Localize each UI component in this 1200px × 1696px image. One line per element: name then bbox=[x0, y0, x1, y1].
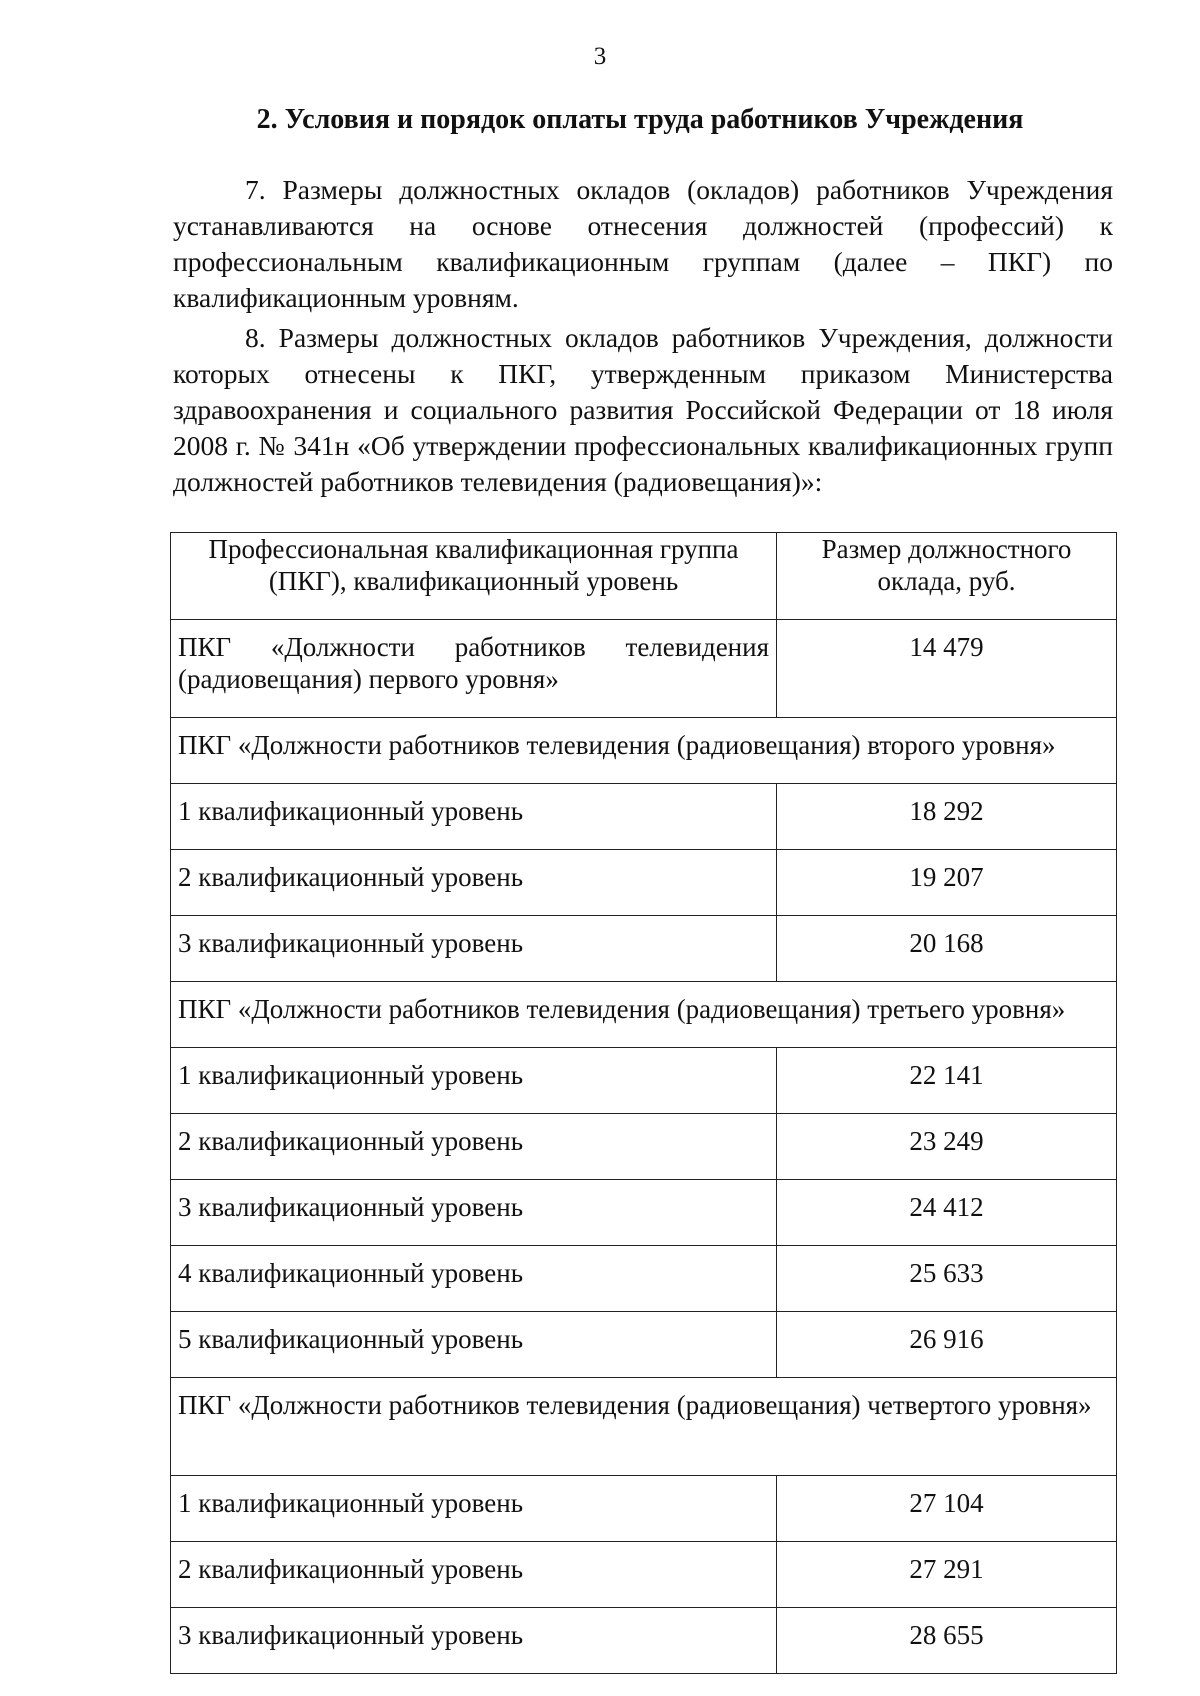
level-label: 2 квалификационный уровень bbox=[171, 1542, 777, 1608]
column-header-group-level: Профессиональная квалификационная группа (ПКГ), квалификационный уровень bbox=[171, 533, 777, 620]
salary-table bbox=[170, 532, 1117, 1674]
table-row bbox=[171, 850, 1117, 916]
level-label: 2 квалификационный уровень bbox=[171, 1114, 777, 1180]
salary-amount: 22 141 bbox=[777, 1048, 1117, 1114]
salary-amount: 23 249 bbox=[777, 1114, 1117, 1180]
level-label: 2 квалификационный уровень bbox=[171, 850, 777, 916]
level-label: 1 квалификационный уровень bbox=[171, 1476, 777, 1542]
level-label: 4 квалификационный уровень bbox=[171, 1246, 777, 1312]
level-label: 5 квалификационный уровень bbox=[171, 1312, 777, 1378]
paragraph-7: 7. Размеры должностных окладов (окладов) работников Учреждения устанавливаются на основе отнесения должностей (профессий) к профессиональным квалификационным группам (далее – ПКГ) по квалификационным уровням. bbox=[173, 174, 1113, 313]
table-row bbox=[171, 1114, 1117, 1180]
group-title: ПКГ «Должности работников телевидения (радиовещания) третьего уровня» bbox=[171, 982, 1117, 1048]
salary-amount: 27 104 bbox=[777, 1476, 1117, 1542]
section-heading: 2. Условия и порядок оплаты труда работников Учреждения bbox=[256, 104, 1024, 135]
group-title: ПКГ «Должности работников телевидения (радиовещания) второго уровня» bbox=[171, 718, 1117, 784]
salary-amount: 20 168 bbox=[777, 916, 1117, 982]
table-header-row bbox=[171, 533, 1117, 620]
table-row-group-1 bbox=[171, 620, 1117, 718]
salary-amount: 24 412 bbox=[777, 1180, 1117, 1246]
table-row bbox=[171, 1048, 1117, 1114]
salary-amount: 18 292 bbox=[777, 784, 1117, 850]
level-label: 1 квалификационный уровень bbox=[171, 1048, 777, 1114]
table-row bbox=[171, 1180, 1117, 1246]
level-label: 1 квалификационный уровень bbox=[171, 784, 777, 850]
table-row bbox=[171, 784, 1117, 850]
group-title: ПКГ «Должности работников телевидения (радиовещания) четвертого уровня» bbox=[171, 1378, 1117, 1476]
level-label: 3 квалификационный уровень bbox=[171, 1608, 777, 1674]
salary-amount: 26 916 bbox=[777, 1312, 1117, 1378]
salary-amount: 28 655 bbox=[777, 1608, 1117, 1674]
table-row bbox=[171, 1246, 1117, 1312]
level-label: 3 квалификационный уровень bbox=[171, 1180, 777, 1246]
table-row bbox=[171, 1476, 1117, 1542]
table-row bbox=[171, 1608, 1117, 1674]
level-label: 3 квалификационный уровень bbox=[171, 916, 777, 982]
table-row bbox=[171, 916, 1117, 982]
page-number: 3 bbox=[593, 43, 607, 70]
salary-amount: 25 633 bbox=[777, 1246, 1117, 1312]
salary-amount: 19 207 bbox=[777, 850, 1117, 916]
table-row-group-4 bbox=[171, 1378, 1117, 1476]
salary-amount: 27 291 bbox=[777, 1542, 1117, 1608]
table-row-group-2 bbox=[171, 718, 1117, 784]
table-row-group-3 bbox=[171, 982, 1117, 1048]
salary-amount: 14 479 bbox=[777, 620, 1117, 718]
table-row bbox=[171, 1542, 1117, 1608]
group-title: ПКГ «Должности работников телевидения (радиовещания) первого уровня» bbox=[171, 620, 777, 718]
column-header-salary: Размер должностного оклада, руб. bbox=[777, 533, 1117, 620]
paragraph-8: 8. Размеры должностных окладов работников Учреждения, должности которых отнесены к ПКГ, утвержденным приказом Министерства здравоохранения и социального развития Российской Федерации от 18 июля 2008 г. № 341н «Об утверждении профессиональных квалификационных групп должностей работников телевидения (радиовещания)»: bbox=[173, 322, 1113, 497]
table-row bbox=[171, 1312, 1117, 1378]
